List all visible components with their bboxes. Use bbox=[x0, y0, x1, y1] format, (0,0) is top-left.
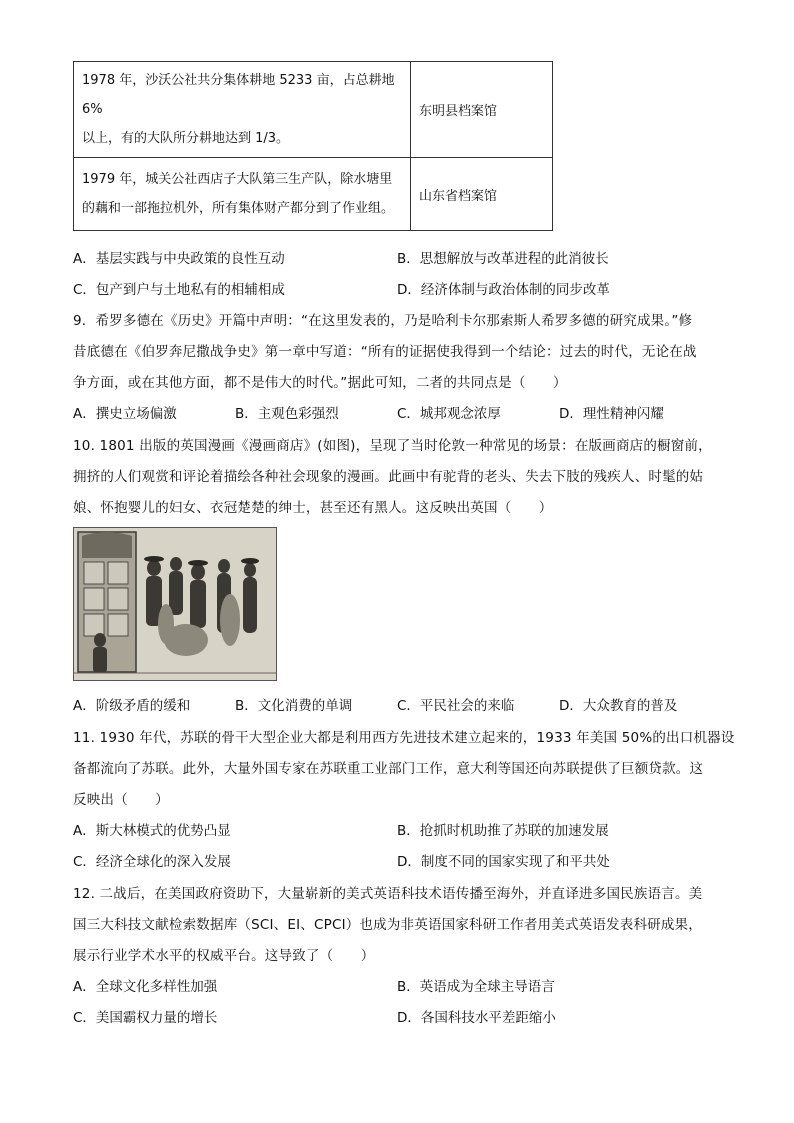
table-cell-archive: 山东省档案馆 bbox=[411, 158, 553, 231]
q11-option-a: A．斯大林模式的优势凸显 bbox=[73, 823, 231, 839]
cell-line: 的藕和一部拖拉机外，所有集体财产都分到了作业组。 bbox=[82, 201, 395, 216]
q11-option-b: B．抢抓时机助推了苏联的加速发展 bbox=[397, 823, 609, 839]
q9-stem-line: 9．希罗多德在《历史》开篇中声明：“在这里发表的，乃是哈利卡尔那索斯人希罗多德的研究成果。”修 bbox=[73, 313, 693, 329]
q8-option-b: B．思想解放与改革进程的此消彼长 bbox=[397, 251, 609, 267]
q9-option-b: B．主观色彩强烈 bbox=[235, 406, 339, 422]
q10-stem-line: 娘、怀抱婴儿的妇女、衣冠楚楚的绅士，甚至还有黑人。这反映出英国（ ） bbox=[73, 500, 553, 516]
q10-stem-line: 10. 1801 出版的英国漫画《漫画商店》(如图)，呈现了当时伦敦一种常见的场景：在版画商店的橱窗前， bbox=[73, 438, 712, 454]
table-cell-description bbox=[74, 158, 411, 231]
table-row bbox=[74, 62, 553, 158]
print-shop-cartoon-image bbox=[73, 527, 277, 681]
q12-stem-line: 国三大科技文献检索数据库（SCI、EI、CPCI）也成为非英语国家科研工作者用美式英语发表科研成果， bbox=[73, 917, 702, 933]
q12-option-d: D．各国科技水平差距缩小 bbox=[397, 1010, 556, 1026]
cell-line: 1978 年，沙沃公社共分集体耕地 5233 亩，占总耕地 6% bbox=[82, 73, 395, 117]
cell-line: 以上，有的大队所分耕地达到 1/3。 bbox=[82, 131, 290, 146]
q9-stem-line: 昔底德在《伯罗奔尼撒战争史》第一章中写道：“所有的证据使我得到一个结论：过去的时代，无论在战 bbox=[73, 344, 697, 360]
q11-stem-line: 反映出（ ） bbox=[73, 792, 169, 808]
table-cell-description bbox=[74, 62, 411, 158]
q9-option-a: A．撰史立场偏激 bbox=[73, 406, 177, 422]
table-cell-archive: 东明县档案馆 bbox=[411, 62, 553, 158]
table-row bbox=[74, 158, 553, 231]
q12-stem-line: 展示行业学术水平的权威平台。这导致了（ ） bbox=[73, 948, 375, 964]
q10-option-a: A．阶级矛盾的缓和 bbox=[73, 698, 191, 714]
q10-stem-line: 拥挤的人们观赏和评论着描绘各种社会现象的漫画。此画中有驼背的老头、失去下肢的残疾人、时髦的姑 bbox=[73, 469, 704, 485]
source-table bbox=[73, 61, 553, 231]
q8-option-a: A．基层实践与中央政策的良性互动 bbox=[73, 251, 285, 267]
q12-option-a: A．全球文化多样性加强 bbox=[73, 979, 218, 995]
q10-option-b: B．文化消费的单调 bbox=[235, 698, 353, 714]
q10-option-c: C．平民社会的来临 bbox=[397, 698, 515, 714]
q11-stem-line: 11. 1930 年代，苏联的骨干大型企业大都是利用西方先进技术建立起来的，1933 年美国 50%的出口机器设 bbox=[73, 730, 735, 746]
q12-option-b: B．英语成为全球主导语言 bbox=[397, 979, 555, 995]
q12-option-c: C．美国霸权力量的增长 bbox=[73, 1010, 218, 1026]
q9-stem-line: 争方面，或在其他方面，都不是伟大的时代。”据此可知，二者的共同点是（ ） bbox=[73, 375, 567, 391]
q11-option-d: D．制度不同的国家实现了和平共处 bbox=[397, 854, 610, 870]
q8-option-c: C．包产到户与土地私有的相辅相成 bbox=[73, 282, 285, 298]
q9-option-c: C．城邦观念浓厚 bbox=[397, 406, 501, 422]
cell-line: 1979 年，城关公社西店子大队第三生产队，除水塘里 bbox=[82, 172, 393, 187]
q11-stem-line: 备都流向了苏联。此外，大量外国专家在苏联重工业部门工作，意大利等国还向苏联提供了巨额贷款。这 bbox=[73, 761, 704, 777]
q9-option-d: D．理性精神闪耀 bbox=[559, 406, 664, 422]
q11-option-c: C．经济全球化的深入发展 bbox=[73, 854, 231, 870]
q10-option-d: D．大众教育的普及 bbox=[559, 698, 678, 714]
q12-stem-line: 12. 二战后，在美国政府资助下，大量崭新的美式英语科技术语传播至海外，并直译进多国民族语言。美 bbox=[73, 886, 703, 902]
q8-option-d: D．经济体制与政治体制的同步改革 bbox=[397, 282, 610, 298]
